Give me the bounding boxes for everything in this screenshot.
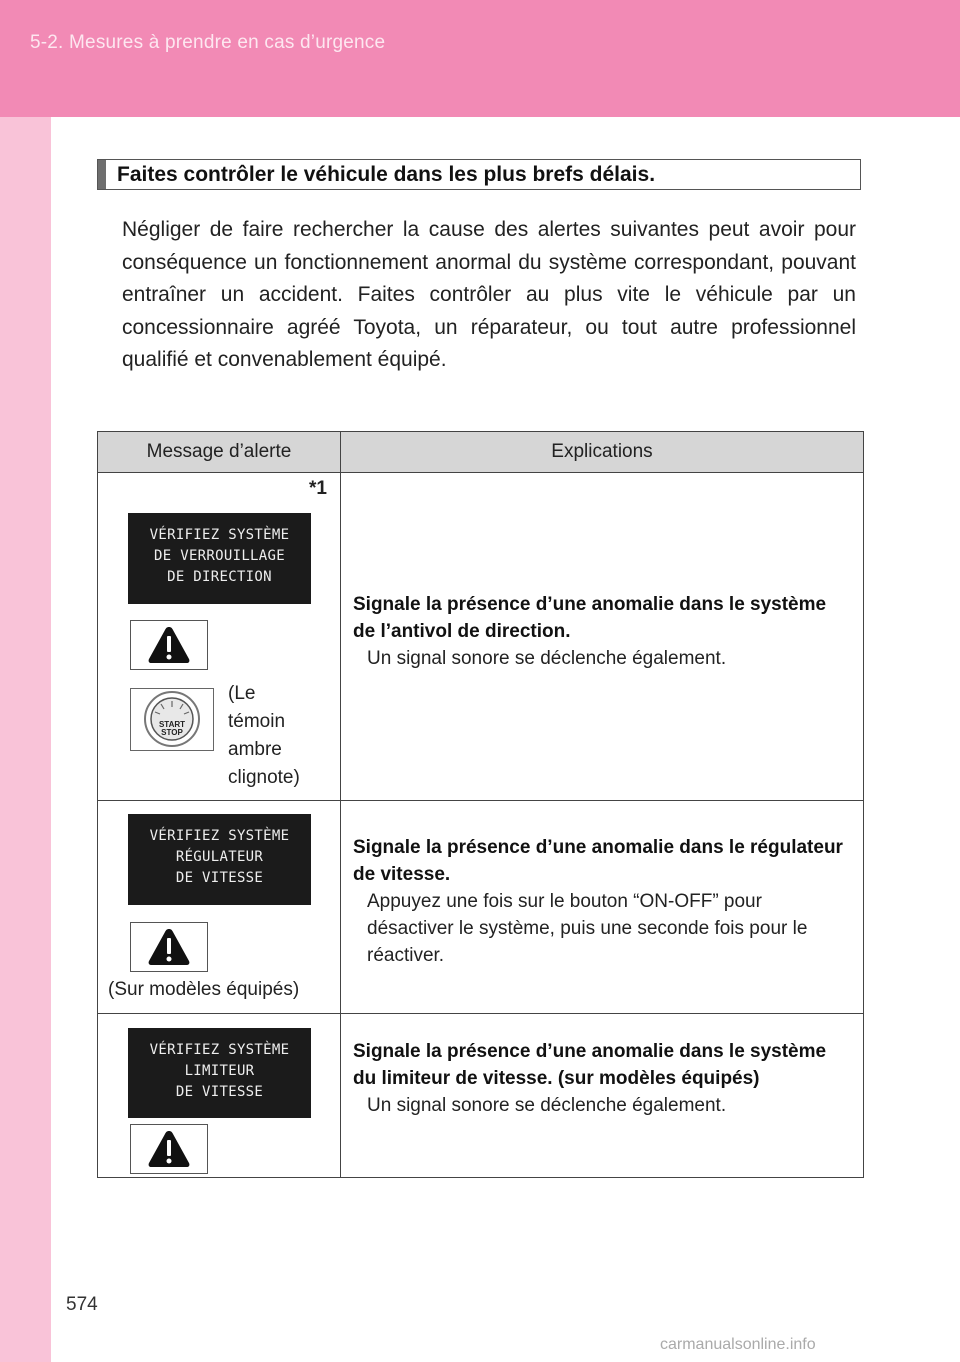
warning-triangle-icon [130, 620, 208, 670]
display-line: DE VERROUILLAGE [154, 548, 285, 564]
display-line: VÉRIFIEZ SYSTÈME [149, 527, 290, 543]
watermark: carmanualsonline.info [660, 1336, 816, 1353]
page-number: 574 [66, 1294, 98, 1315]
explanation-title: Signale la présence d’une anomalie dans le régulateur de vitesse. [353, 837, 843, 885]
display-line: RÉGULATEUR [175, 849, 264, 865]
alert-message-cell [98, 1014, 341, 1178]
note-line: clignote) [228, 767, 300, 788]
display-line: DE VITESSE [175, 870, 264, 886]
table-row [98, 473, 864, 801]
warning-triangle-icon [130, 922, 208, 972]
explanation-detail: Un signal sonore se déclenche également. [367, 1095, 727, 1116]
alert-message-cell [98, 473, 341, 801]
table-row [98, 1014, 864, 1178]
column-header-message: Message d’alerte [98, 432, 341, 473]
explanation-cell [341, 801, 864, 1014]
table-header-row [98, 432, 864, 473]
button-label-start: START [158, 720, 186, 729]
note-line: (Le [228, 683, 256, 704]
multi-display-message [128, 513, 311, 604]
footnote-marker: *1 [309, 478, 327, 499]
explanation-title: Signale la présence d’une anomalie dans le système du limiteur de vitesse. (sur modèles équipés) [353, 1041, 827, 1089]
heading-text: Faites contrôler le véhicule dans les plus brefs délais. [117, 163, 656, 186]
multi-display-message [128, 814, 311, 905]
display-line: LIMITEUR [184, 1063, 255, 1079]
alert-message-cell [98, 801, 341, 1014]
explanation-cell [341, 1014, 864, 1178]
column-header-explanations: Explications [341, 432, 864, 473]
equipment-note: (Sur modèles équipés) [108, 979, 300, 1000]
section-heading [97, 159, 861, 190]
display-line: VÉRIFIEZ SYSTÈME [149, 828, 290, 844]
explanation-cell [341, 473, 864, 801]
display-line: DE DIRECTION [167, 569, 272, 585]
indicator-note [228, 680, 300, 792]
display-line: VÉRIFIEZ SYSTÈME [149, 1042, 290, 1058]
warning-triangle-icon [130, 1124, 208, 1174]
note-line: ambre [228, 739, 282, 760]
explanation-detail: Un signal sonore se déclenche également. [367, 648, 727, 669]
heading-bar [98, 160, 106, 189]
table-row [98, 801, 864, 1014]
button-label-stop: STOP [161, 728, 183, 737]
note-line: témoin [228, 711, 286, 732]
section-title: 5-2. Mesures à prendre en cas d’urgence [30, 32, 386, 53]
alert-table [97, 431, 864, 1178]
multi-display-message [128, 1028, 311, 1118]
start-stop-button-icon [130, 688, 214, 751]
side-tab [0, 117, 51, 1362]
display-line: DE VITESSE [175, 1084, 264, 1100]
page-header [0, 0, 960, 117]
explanation-title: Signale la présence d’une anomalie dans le système de l’antivol de direction. [353, 594, 827, 642]
explanation-detail: Appuyez une fois sur le bouton “ON-OFF” pour désactiver le système, puis une seconde fois pour le réactiver. [367, 891, 808, 966]
intro-paragraph: Négliger de faire rechercher la cause des alertes suivantes peut avoir pour conséquence un fonctionnement anormal du système correspondant, pouvant entraîner un accident. Faites contrôler au plus vite le véhicule par un concessionnaire agréé Toyota, un réparateur, ou tout autre professionnel qualifié et convenablement équipé. [122, 218, 856, 371]
